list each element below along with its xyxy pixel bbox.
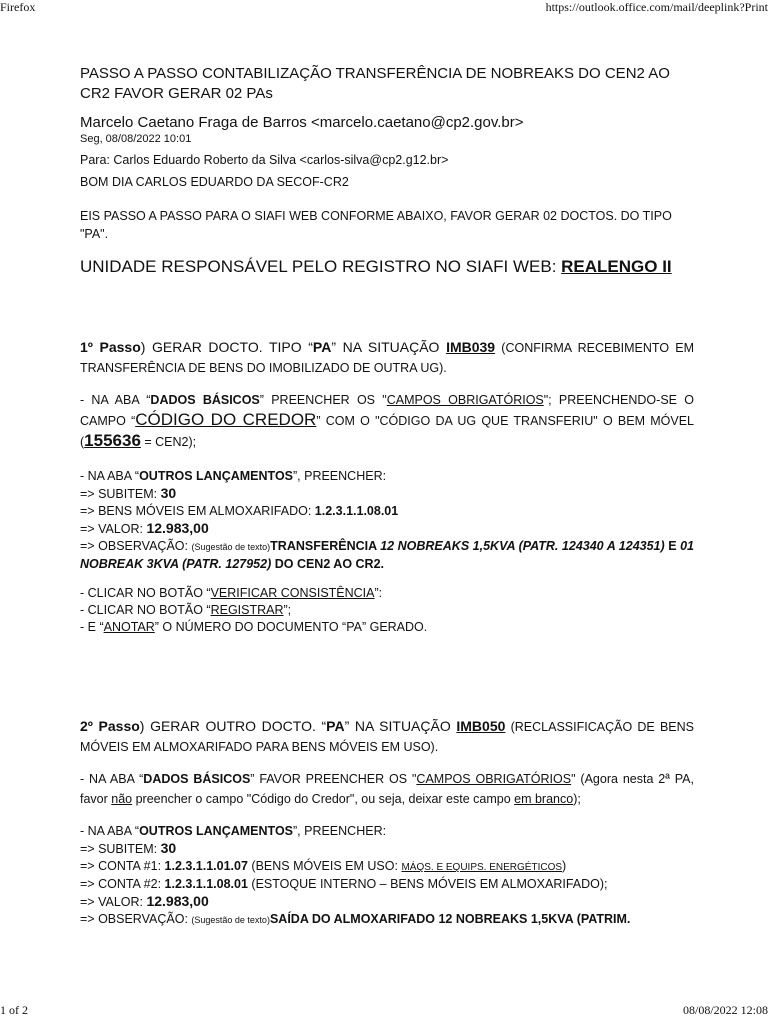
step-1-heading: 1º Passo) GERAR DOCTO. TIPO “PA” NA SITUAÇÃO IMB039 (CONFIRMA RECEBIMENTO EM TRANSFERÊNCIA DE BENS DO IMOBILIZADO DE OUTRA UG). xyxy=(80,339,694,375)
step-2-observacao: => OBSERVAÇÃO: (Sugestão de texto)SAÍDA DO ALMOXARIFADO 12 NOBREAKS 1,5KVA (PATRIM. xyxy=(80,912,631,926)
responsible-unit-label: UNIDADE RESPONSÁVEL PELO REGISTRO NO SIAFI WEB: xyxy=(80,257,562,276)
step-1-number: 1º Passo xyxy=(80,339,141,355)
browser-name: Firefox xyxy=(0,0,36,14)
step-1-action-registrar: - CLICAR NO BOTÃO “REGISTRAR”; xyxy=(80,603,292,617)
email-body xyxy=(80,64,694,929)
registrar-link[interactable]: REGISTRAR xyxy=(210,603,284,617)
print-datetime: 08/08/2022 12:08 xyxy=(682,1003,768,1017)
step-1-dados-basicos: - NA ABA “DADOS BÁSICOS” PREENCHER OS "CAMPOS OBRIGATÓRIOS"; PREENCHENDO-SE O CAMPO “CÓDIGO DO CREDOR” COM O "CÓDIGO DA UG QUE TRANSFERIU" O BEM MÓVEL (155636 = CEN2); xyxy=(80,393,694,450)
step-1-valor: => VALOR: 12.983,00 xyxy=(80,520,209,536)
step-1-action-anotar: - E “ANOTAR” O NÚMERO DO DOCUMENTO “PA” GERADO. xyxy=(80,620,428,634)
step-2-number: 2º Passo xyxy=(80,718,140,734)
email-sender: Marcelo Caetano Fraga de Barros <marcelo.caetano@cp2.gov.br> xyxy=(80,114,524,131)
step-1-observacao: => OBSERVAÇÃO: (Sugestão de texto)TRANSFERÊNCIA 12 NOBREAKS 1,5KVA (PATR. 124340 A 124351) E 01 NOBREAK 3KVA (PATR. 127952) DO CEN2 AO CR2. xyxy=(80,539,694,571)
anotar-link[interactable]: ANOTAR xyxy=(103,620,155,634)
responsible-unit xyxy=(80,257,694,277)
email-subject: PASSO A PASSO CONTABILIZAÇÃO TRANSFERÊNCIA DE NOBREAKS DO CEN2 AO CR2 FAVOR GERAR 02 PAs xyxy=(80,65,670,102)
step-1-subitem: => SUBITEM: 30 xyxy=(80,485,177,501)
responsible-unit-value: REALENGO II xyxy=(561,257,672,276)
step-2-conta-1: => CONTA #1: 1.2.3.1.1.01.07 (BENS MÓVEIS EM USO: MÁQS. E EQUIPS. ENERGÉTICOS) xyxy=(80,859,567,873)
step-2-subitem: => SUBITEM: 30 xyxy=(80,840,177,856)
step-1-code: IMB039 xyxy=(446,339,496,355)
email-recipient: Para: Carlos Eduardo Roberto da Silva <carlos-silva@cp2.g12.br> xyxy=(80,153,449,167)
step-1-outros-lancamentos: - NA ABA “OUTROS LANÇAMENTOS”, PREENCHER: xyxy=(80,469,387,483)
step-2-valor: => VALOR: 12.983,00 xyxy=(80,893,209,909)
step-2-outros-lancamentos: - NA ABA “OUTROS LANÇAMENTOS”, PREENCHER: xyxy=(80,824,387,838)
email-intro: EIS PASSO A PASSO PARA O SIAFI WEB CONFORME ABAIXO, FAVOR GERAR 02 DOCTOS. DO TIPO "PA". xyxy=(80,209,672,241)
page-url: https://outlook.office.com/mail/deeplink?Print xyxy=(545,0,768,14)
step-2-heading: 2º Passo) GERAR OUTRO DOCTO. “PA” NA SITUAÇÃO IMB050 (RECLASSIFICAÇÃO DE BENS MÓVEIS EM ALMOXARIFADO PARA BENS MÓVEIS EM USO). xyxy=(80,718,694,754)
step-1-bens: => BENS MÓVEIS EM ALMOXARIFADO: 1.2.3.1.1.08.01 xyxy=(80,504,399,518)
step-2-code: IMB050 xyxy=(456,718,506,734)
step-2-dados-basicos: - NA ABA “DADOS BÁSICOS” FAVOR PREENCHER OS "CAMPOS OBRIGATÓRIOS" (Agora nesta 2ª PA, favor não preencher o campo "Código do Credor", ou seja, deixar este campo em branco); xyxy=(80,772,694,806)
step-2-conta-2: => CONTA #2: 1.2.3.1.1.08.01 (ESTOQUE INTERNO – BENS MÓVEIS EM ALMOXARIFADO); xyxy=(80,877,608,891)
email-date: Seg, 08/08/2022 10:01 xyxy=(80,133,192,145)
verificar-consistencia-link[interactable]: VERIFICAR CONSISTÊNCIA xyxy=(210,586,375,600)
page-counter: 1 of 2 xyxy=(0,1003,28,1017)
step-1-action-verificar: - CLICAR NO BOTÃO “VERIFICAR CONSISTÊNCIA”: xyxy=(80,586,383,600)
email-greeting: BOM DIA CARLOS EDUARDO DA SECOF-CR2 xyxy=(80,175,349,189)
